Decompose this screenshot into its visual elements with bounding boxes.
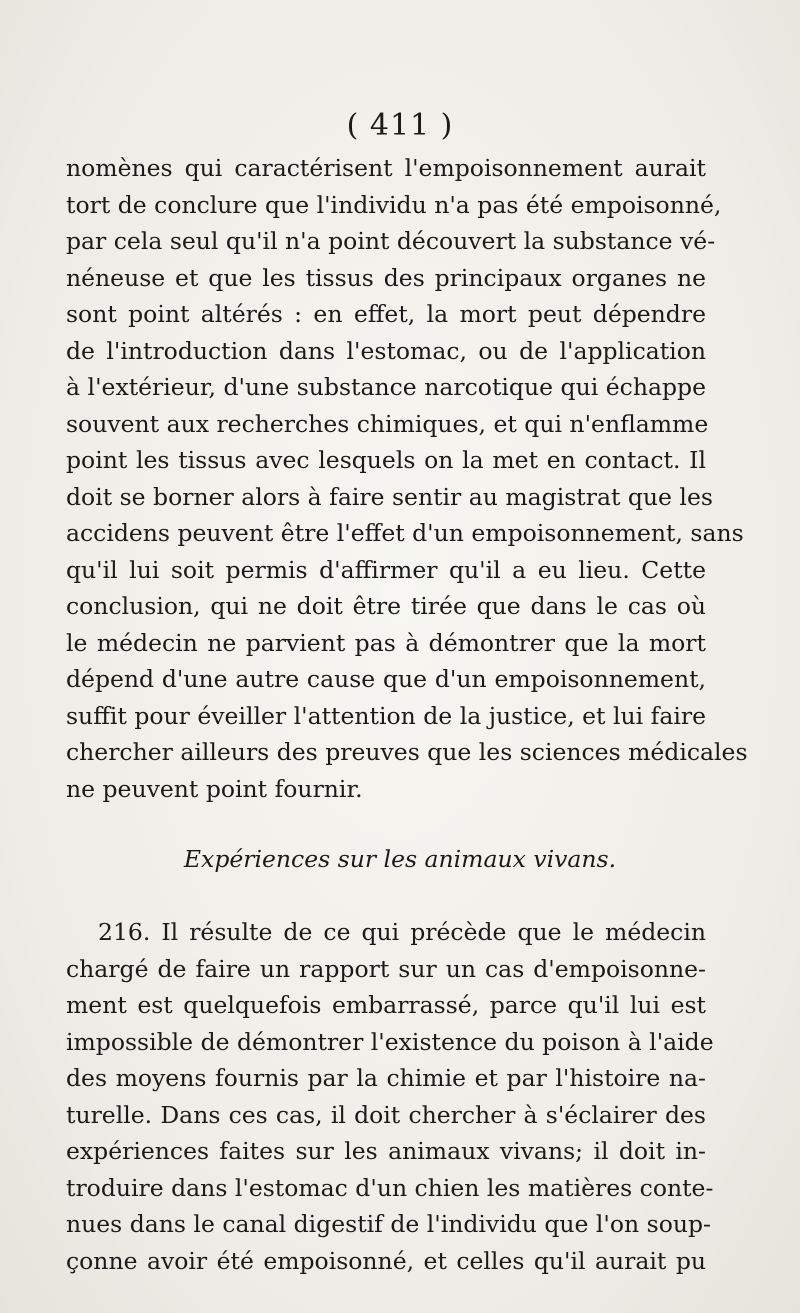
- text-line: doit se borner alors à faire sentir au magistrat que les: [66, 482, 713, 511]
- text-line: çonne avoir été empoisonné, et celles qu'il aurait pu: [66, 1246, 706, 1275]
- text-line: néneuse et que les tissus des principaux organes ne: [66, 263, 706, 292]
- text-line: qu'il lui soit permis d'affirmer qu'il a eu lieu. Cette: [66, 555, 706, 584]
- text-line: à l'extérieur, d'une substance narcotique qui échappe: [66, 373, 706, 401]
- text-line: 216. Il résulte de ce qui précède que le médecin: [98, 918, 706, 946]
- text-line: tort de conclure que l'individu n'a pas été empoisonné,: [66, 190, 722, 219]
- text-line: souvent aux recherches chimiques, et qui n'enflamme: [66, 409, 709, 438]
- text-line: par cela seul qu'il n'a point découvert la substance vé-: [66, 227, 716, 255]
- text-line: nues dans le canal digestif de l'individu que l'on soup-: [66, 1210, 711, 1238]
- text-line: nomènes qui caractérisent l'empoisonnement aurait: [66, 154, 706, 182]
- text-line: troduire dans l'estomac d'un chien les matières conte-: [66, 1173, 714, 1202]
- text-line: des moyens fournis par la chimie et par l'histoire na-: [66, 1064, 706, 1092]
- text-line: suffit pour éveiller l'attention de la justice, et lui faire: [66, 701, 706, 730]
- page-number: ( 411 ): [346, 108, 454, 143]
- text-line: accidens peuvent être l'effet d'un empoisonnement, sans: [66, 519, 744, 547]
- paragraph-2: [66, 914, 714, 1279]
- text-line: conclusion, qui ne doit être tirée que dans le cas où: [66, 592, 706, 620]
- text-line: le médecin ne parvient pas à démontrer que la mort: [66, 628, 706, 657]
- section-subheading: Expériences sur les animaux vivans.: [183, 845, 617, 873]
- text-line: turelle. Dans ces cas, il doit chercher à s'éclairer des: [66, 1100, 706, 1129]
- text-line: sont point altérés : en effet, la mort peut dépendre: [66, 300, 706, 328]
- text-line: expériences faites sur les animaux vivans; il doit in-: [66, 1137, 706, 1165]
- text-line: impossible de démontrer l'existence du poison à l'aide: [66, 1027, 714, 1056]
- text-line: ment est quelquefois embarrassé, parce qu'il lui est: [66, 991, 706, 1019]
- text-line: point les tissus avec lesquels on la met en contact. Il: [66, 446, 706, 474]
- text-line: de l'introduction dans l'estomac, ou de l'application: [66, 336, 706, 365]
- text-line: chargé de faire un rapport sur un cas d'empoisonne-: [66, 954, 706, 983]
- text-line: ne peuvent point fournir.: [66, 774, 363, 803]
- paragraph-1: [66, 150, 748, 807]
- text-line: dépend d'une autre cause que d'un empoisonnement,: [66, 665, 706, 693]
- text-line: chercher ailleurs des preuves que les sciences médicales: [66, 738, 748, 766]
